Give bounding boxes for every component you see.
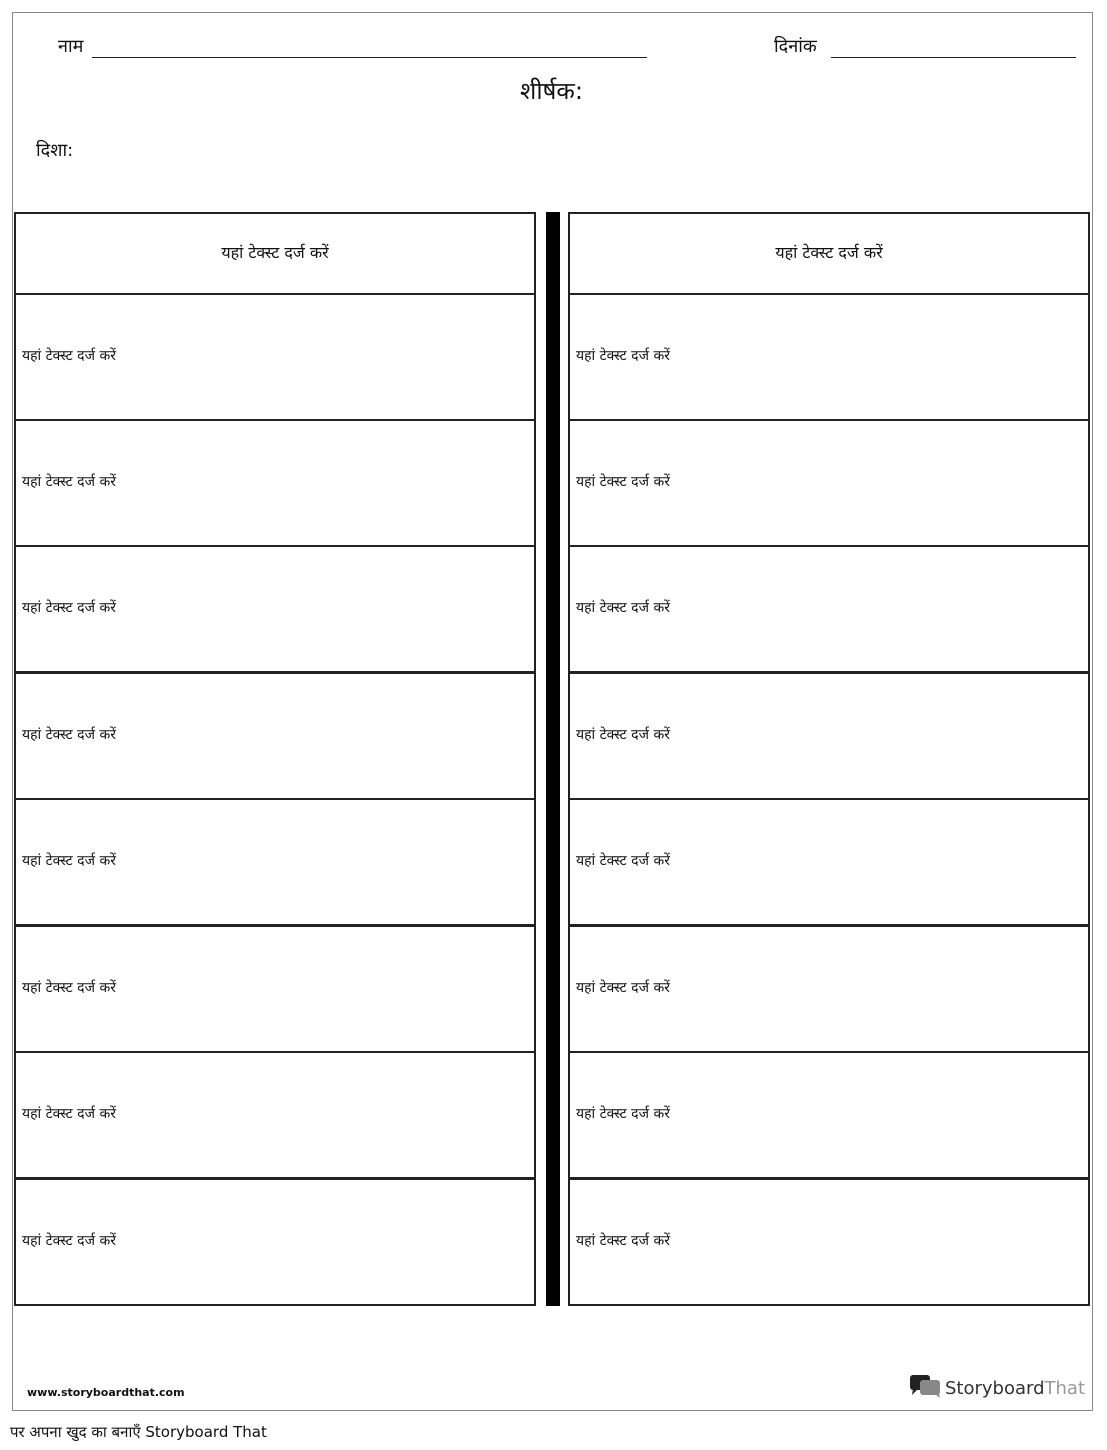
left-row[interactable]	[14, 925, 536, 1053]
brand-that: That	[1044, 1377, 1086, 1399]
right-row[interactable]	[568, 798, 1090, 926]
left-row-text: यहां टेक्स्ट दर्ज करें	[22, 980, 116, 996]
right-row[interactable]	[568, 419, 1090, 547]
speech-bubbles-icon	[909, 1373, 943, 1403]
right-row-text: यहां टेक्स्ट दर्ज करें	[576, 1106, 670, 1122]
left-row-text: यहां टेक्स्ट दर्ज करें	[22, 1106, 116, 1122]
left-row-text: यहां टेक्स्ट दर्ज करें	[22, 853, 116, 869]
right-row[interactable]	[568, 672, 1090, 800]
brand-storyboard: Storyboard	[945, 1377, 1045, 1399]
left-row[interactable]	[14, 293, 536, 421]
left-row-text: यहां टेक्स्ट दर्ज करें	[22, 348, 116, 364]
page-footer-text[interactable]: पर अपना खुद का बनाएँ Storyboard That	[10, 1423, 267, 1441]
right-row[interactable]	[568, 545, 1090, 673]
directions-label: दिशा:	[36, 140, 74, 161]
name-field[interactable]	[92, 57, 647, 58]
left-row[interactable]	[14, 1178, 536, 1306]
left-row-text: यहां टेक्स्ट दर्ज करें	[22, 600, 116, 616]
right-row-text: यहां टेक्स्ट दर्ज करें	[576, 600, 670, 616]
right-row-text: यहां टेक्स्ट दर्ज करें	[576, 853, 670, 869]
left-row[interactable]	[14, 1051, 536, 1179]
name-label: नाम	[58, 36, 84, 57]
right-row-text: यहां टेक्स्ट दर्ज करें	[576, 727, 670, 743]
left-row[interactable]	[14, 798, 536, 926]
storyboardthat-logo[interactable]	[909, 1374, 1085, 1402]
right-row-text: यहां टेक्स्ट दर्ज करें	[576, 980, 670, 996]
left-row-text: यहां टेक्स्ट दर्ज करें	[22, 1233, 116, 1249]
title-label: शीर्षक:	[520, 77, 583, 105]
website-url[interactable]: www.storyboardthat.com	[27, 1386, 185, 1399]
left-column-header[interactable]	[14, 212, 536, 295]
left-row[interactable]	[14, 672, 536, 800]
right-row[interactable]	[568, 293, 1090, 421]
right-row-text: यहां टेक्स्ट दर्ज करें	[576, 1233, 670, 1249]
right-row[interactable]	[568, 925, 1090, 1053]
column-divider	[546, 212, 560, 1306]
right-column-header-text: यहां टेक्स्ट दर्ज करें	[775, 243, 883, 262]
right-column-header[interactable]	[568, 212, 1090, 295]
date-field[interactable]	[831, 57, 1076, 58]
left-row[interactable]	[14, 545, 536, 673]
date-label: दिनांक	[774, 36, 817, 57]
left-row[interactable]	[14, 419, 536, 547]
right-row-text: यहां टेक्स्ट दर्ज करें	[576, 348, 670, 364]
right-row[interactable]	[568, 1178, 1090, 1306]
left-row-text: यहां टेक्स्ट दर्ज करें	[22, 474, 116, 490]
right-row-text: यहां टेक्स्ट दर्ज करें	[576, 474, 670, 490]
left-column-header-text: यहां टेक्स्ट दर्ज करें	[221, 243, 329, 262]
left-row-text: यहां टेक्स्ट दर्ज करें	[22, 727, 116, 743]
right-row[interactable]	[568, 1051, 1090, 1179]
